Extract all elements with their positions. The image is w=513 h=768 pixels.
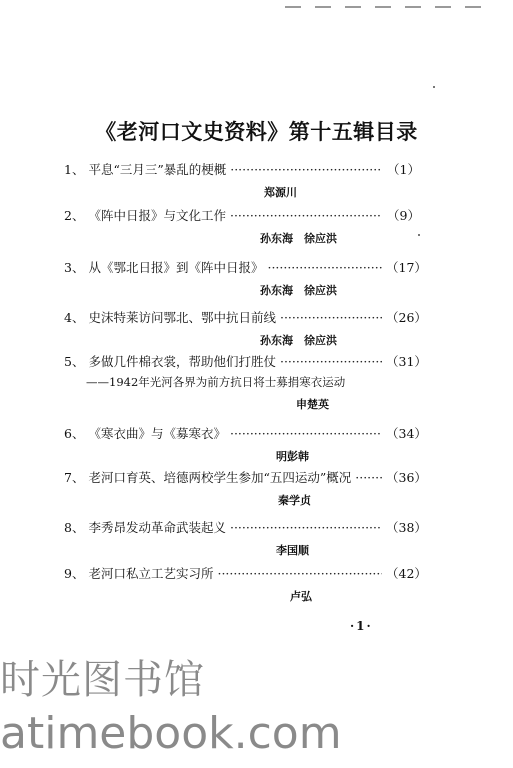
toc-entry-line xyxy=(64,352,427,370)
toc-entry-title: 李秀昂发动革命武装起义 xyxy=(88,520,226,535)
toc-entry-page: （31） xyxy=(386,354,427,369)
toc-entry-page: （34） xyxy=(386,426,427,441)
leader-dots xyxy=(230,426,382,441)
toc-entry-title: 平息“三月三”暴乱的梗概 xyxy=(88,162,227,177)
toc-entry-line xyxy=(64,468,427,486)
toc-entry xyxy=(64,160,420,206)
toc-entry-line xyxy=(64,424,427,442)
table-of-contents xyxy=(64,160,427,604)
leader-dots xyxy=(230,162,382,177)
toc-entry-page: （36） xyxy=(386,470,427,485)
page-number: ·1· xyxy=(350,619,373,633)
toc-entry xyxy=(64,518,427,564)
toc-entry xyxy=(64,258,427,308)
leader-dots xyxy=(230,520,382,535)
leader-dots xyxy=(280,310,382,325)
toc-entry-page: （1） xyxy=(387,162,420,177)
toc-entry-line xyxy=(64,160,420,178)
toc-entry-author: 明彭韩 xyxy=(276,450,309,463)
toc-entry-page: （9） xyxy=(387,208,420,223)
toc-entry-title: 《阵中日报》与文化工作 xyxy=(88,208,226,223)
toc-entry xyxy=(64,564,427,604)
toc-entry-number: 2、 xyxy=(64,208,85,223)
toc-entry-number: 5、 xyxy=(64,354,85,369)
toc-entry-number: 8、 xyxy=(64,520,85,535)
leader-dots xyxy=(267,260,382,275)
toc-entry-line xyxy=(64,518,427,536)
leader-dots xyxy=(280,354,382,369)
toc-entry-title: 史沫特莱访问鄂北、鄂中抗日前线 xyxy=(88,310,276,325)
toc-entry-line xyxy=(64,258,427,276)
toc-entry-number: 6、 xyxy=(64,426,85,441)
toc-entry-title: 老河口育英、培德两校学生参加“五四运动”概况 xyxy=(88,470,352,485)
toc-entry-author: 李国顺 xyxy=(276,544,309,557)
toc-entry xyxy=(64,468,427,518)
toc-entry-author: 孙东海 徐应洪 xyxy=(260,334,337,347)
scan-artifact-marks xyxy=(285,4,500,10)
watermark-chinese: 时光图书馆 xyxy=(0,657,205,703)
scan-speck xyxy=(418,234,420,236)
leader-dots xyxy=(355,470,382,485)
toc-entry-title: 多做几件棉衣裳，帮助他们打胜仗 xyxy=(88,354,276,369)
toc-entry-author: 秦学贞 xyxy=(278,494,311,507)
scan-speck xyxy=(433,86,435,88)
toc-entry-number: 1、 xyxy=(64,162,85,177)
toc-entry-author: 卢弘 xyxy=(290,590,312,603)
toc-entry-line xyxy=(64,564,427,582)
toc-entry-author: 申楚英 xyxy=(296,398,329,411)
toc-entry-title: 从《鄂北日报》到《阵中日报》 xyxy=(88,260,264,275)
leader-dots xyxy=(217,566,382,581)
toc-entry-author: 孙东海 徐应洪 xyxy=(260,284,337,297)
toc-entry-author: 郑源川 xyxy=(264,186,297,199)
toc-entry-number: 3、 xyxy=(64,260,85,275)
toc-entry xyxy=(64,308,427,352)
toc-entry xyxy=(64,352,427,424)
page-title: 《老河口文史资料》第十五辑目录 xyxy=(95,119,418,144)
toc-entry-number: 7、 xyxy=(64,470,85,485)
toc-entry-line xyxy=(64,308,427,326)
toc-entry-author: 孙东海 徐应洪 xyxy=(260,232,337,245)
toc-entry-number: 9、 xyxy=(64,566,85,581)
watermark-url: atimebook.com xyxy=(0,708,342,759)
toc-entry-page: （17） xyxy=(386,260,427,275)
toc-entry-title: 老河口私立工艺实习所 xyxy=(88,566,214,581)
toc-entry-line xyxy=(64,206,420,224)
toc-entry xyxy=(64,424,427,468)
leader-dots xyxy=(230,208,382,223)
toc-entry xyxy=(64,206,420,258)
toc-entry-page: （42） xyxy=(386,566,427,581)
toc-entry-title: 《寒衣曲》与《募寒衣》 xyxy=(88,426,226,441)
toc-entry-page: （26） xyxy=(386,310,427,325)
toc-entry-page: （38） xyxy=(386,520,427,535)
toc-entry-number: 4、 xyxy=(64,310,85,325)
toc-entry-subtitle: ——1942年光河各界为前方抗日将士募捐寒衣运动 xyxy=(86,375,346,389)
